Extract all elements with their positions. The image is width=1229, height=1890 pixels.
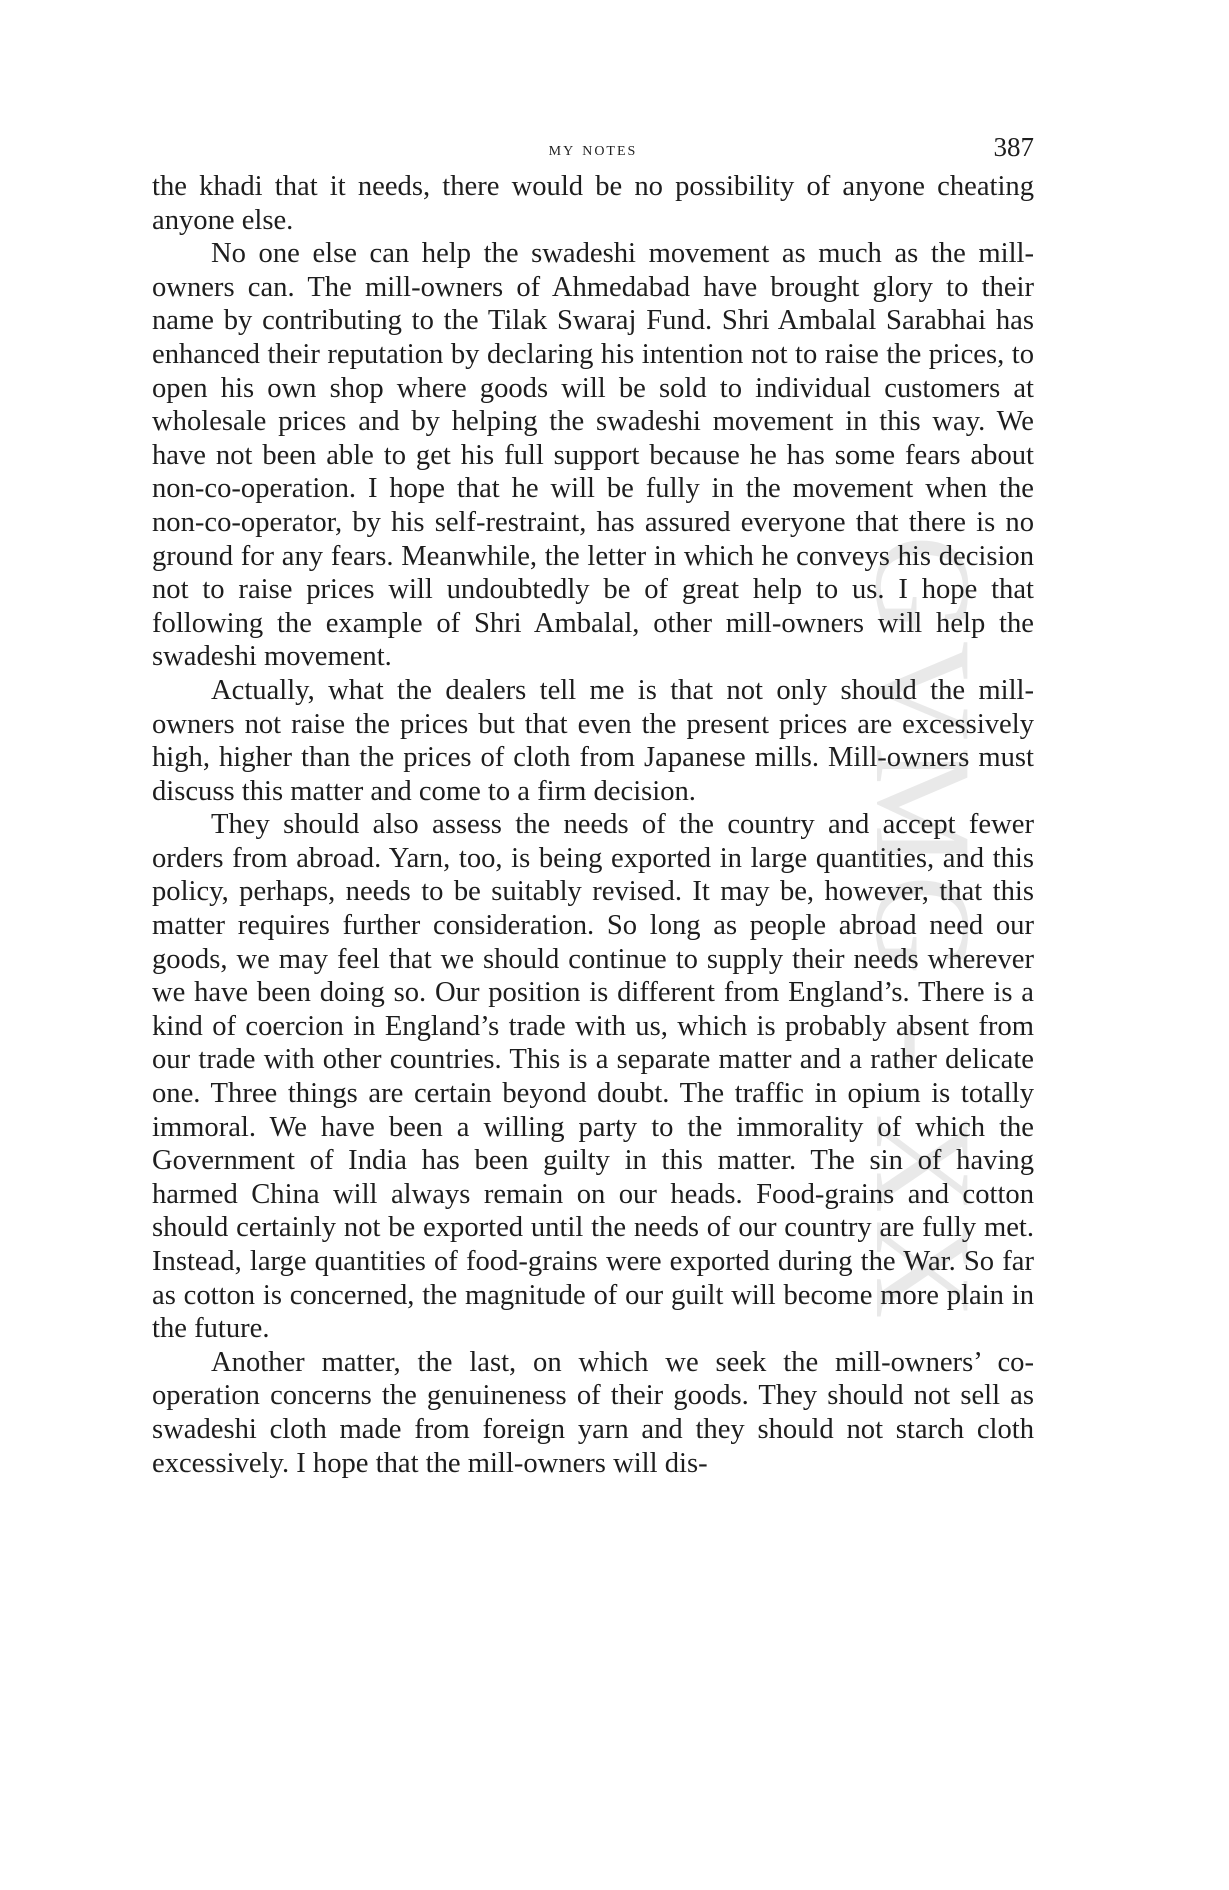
paragraph: Another matter, the last, on which we seek the mill-owners’ co-operation concerns the genuineness of their goods. They should not sell as swadeshi cloth made from foreign yarn and they should not starch cloth excessively. I hope that the mill-owners will dis-: [152, 1346, 1034, 1479]
running-header: [152, 126, 1034, 170]
document-page: [152, 126, 1034, 1480]
body-text: [152, 170, 1034, 1480]
paragraph-continuation: the khadi that it needs, there would be no possibility of anyone cheating anyone else.: [152, 171, 1034, 236]
paragraph: No one else can help the swadeshi movement as much as the mill-owners can. The mill-owners of Ahmedabad have brought glory to their name by contributing to the Tilak Swaraj Fund. Shri Ambalal Sarabhai has enhanced their reputation by declaring his intention not to raise the prices, to open his own shop where goods will be sold to individual customers at wholesale prices and by helping the swadeshi movement in this way. We have not been able to get his full support because he has some fears about non-co-operation. I hope that he will be fully in the movement when the non-co-operator, by his self-restraint, has assured everyone that there is no ground for any fears. Meanwhile, the letter in which he conveys his decision not to raise prices will undoubtedly be of great help to us. I hope that following the example of Shri Ambalal, other mill-owners will help the swadeshi movement.: [152, 238, 1034, 673]
watermark-text: GVMG - XX: [847, 535, 1000, 1325]
running-head-title: my notes: [548, 138, 638, 160]
paragraph: Actually, what the dealers tell me is that not only should the mill-owners not raise the prices but that even the present prices are excessively high, higher than the prices of cloth from Japanese mills. Mill-owners must discuss this matter and come to a firm decision.: [152, 674, 1034, 807]
page-number: 387: [993, 132, 1034, 162]
paragraph: They should also assess the needs of the country and accept fewer orders from abroad. Yarn, too, is being exported in large quantities, and this policy, perhaps, needs to be suitably revised. It may be, however, that this matter requires further consideration. So long as people abroad need our goods, we may feel that we should continue to supply their needs wherever we have been doing so. Our position is different from England’s. There is a kind of coercion in England’s trade with us, which is probably absent from our trade with other countries. This is a separate matter and a rather delicate one. Three things are certain beyond doubt. The traffic in opium is totally immoral. We have been a willing party to the immorality of which the Government of India has been guilty in this matter. The sin of having harmed China will always remain on our heads. Food-grains and cotton should certainly not be exported until the needs of our country are fully met. Instead, large quantities of food-grains were exported during the War. So far as cotton is concerned, the magnitude of our guilt will become more plain in the future.: [152, 809, 1034, 1345]
